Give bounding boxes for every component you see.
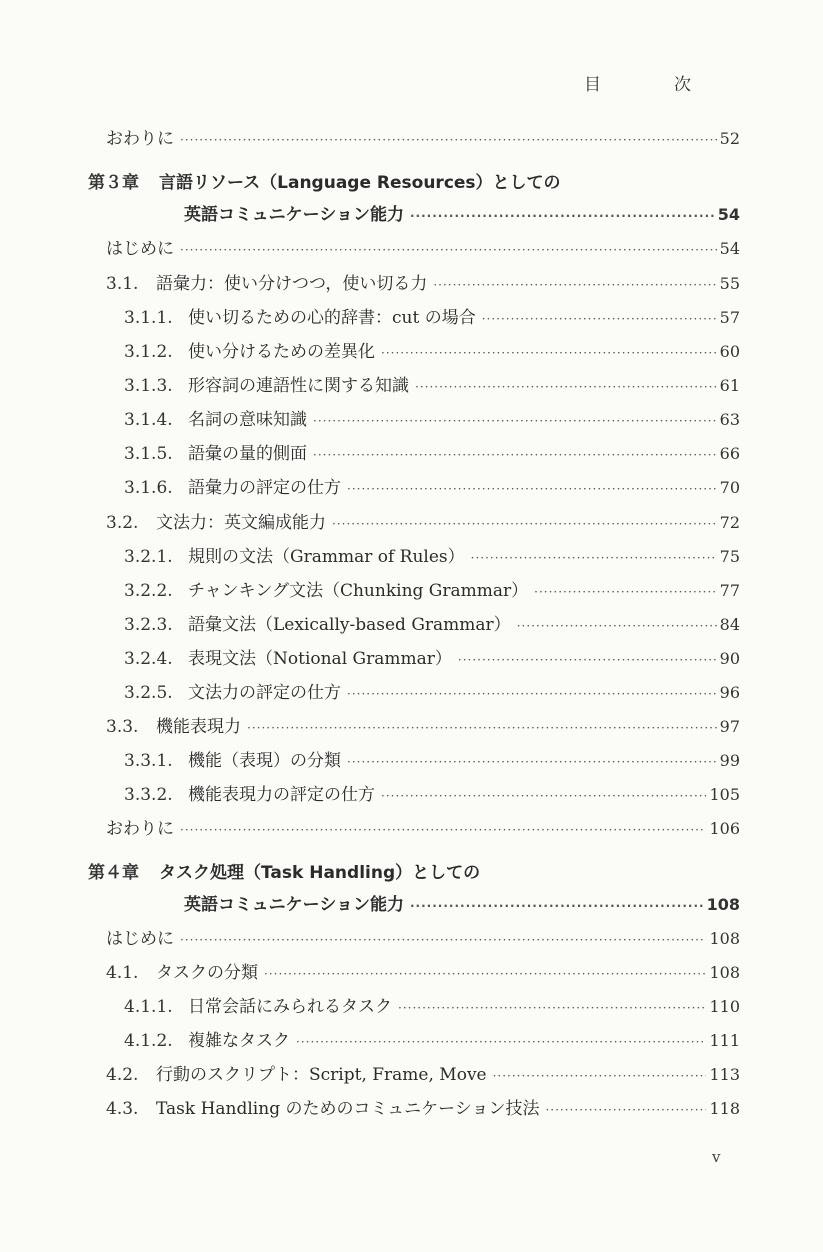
entry-title: 規則の文法（Grammar of Rules） [188,547,465,567]
entry-title: 文法力の評定の仕方 [188,683,341,703]
entry-title: 使い分けるための差異化 [188,342,375,362]
entry-title: はじめに [106,929,174,949]
section-number: 3.2.4. [124,649,173,669]
dot-leader [296,1032,706,1052]
chapter-title: 英語コミュニケーション能力 [184,895,404,915]
entry-title: はじめに [106,239,174,259]
toc-section-entry [0,1062,740,1086]
entry-title: 文法力：英文編成能力 [156,513,326,533]
entry-page-number: 118 [709,1099,740,1118]
entry-page-number: 57 [719,308,740,327]
dot-leader [410,896,704,916]
entry-title: 語彙力の評定の仕方 [188,478,341,498]
toc-subsection-entry [0,475,740,499]
section-number: 3.1.2. [124,342,173,362]
section-number: 3.2.3. [124,615,173,635]
dot-leader [534,582,716,602]
section-number: 3.1.3. [124,376,173,396]
chapter-number: 第４章 [88,863,139,883]
entry-title: 語彙力：使い分けつつ，使い切る力 [156,274,428,294]
section-number: 4.2. [106,1065,139,1085]
chapter-heading [0,170,823,194]
section-number: 3.3.1. [124,751,173,771]
section-number: 3.2. [106,513,139,533]
toc-subsection-entry [0,441,740,465]
dot-leader [347,752,717,772]
dot-leader [415,377,717,397]
entry-title: おわりに [106,819,174,839]
dot-leader [471,548,717,568]
chapter-number: 第３章 [88,173,139,193]
entry-page-number: 99 [719,751,740,770]
section-number: 3.1. [106,274,139,294]
dot-leader [180,240,717,260]
section-number: 4.1.2. [124,1031,173,1051]
section-number: 4.1.1. [124,997,173,1017]
chapter-title: 英語コミュニケーション能力 [184,205,404,225]
entry-page-number: 70 [719,478,740,497]
entry-title: 機能表現力の評定の仕方 [188,785,375,805]
toc-section-entry [0,714,740,738]
dot-leader [180,930,706,950]
toc-subsection-entry [0,339,740,363]
dot-leader [493,1066,707,1086]
toc-subsection-entry [0,748,740,772]
toc-entry [0,126,740,150]
toc-section-entry [0,960,740,984]
toc-subsection-entry [0,407,740,431]
entry-page-number: 61 [719,376,740,395]
section-number: 3.3. [106,717,139,737]
entry-title: 表現文法（Notional Grammar） [188,649,452,669]
dot-leader [332,514,717,534]
dot-leader [458,650,717,670]
dot-leader [264,964,706,984]
section-number: 4.3. [106,1099,139,1119]
toc-subsection-entry [0,544,740,568]
entry-title: 形容詞の連語性に関する知識 [188,376,409,396]
entry-page-number: 110 [709,997,740,1016]
dot-leader [381,343,717,363]
chapter-title: 言語リソース（Language Resources）としての [159,173,561,193]
toc-subsection-entry [0,782,740,806]
entry-page-number: 90 [719,649,740,668]
dot-leader [347,684,717,704]
chapter-heading-continued [0,202,740,226]
entry-page-number: 105 [709,785,740,804]
running-header: 目 次 [584,75,719,95]
section-number: 3.1.6. [124,478,173,498]
dot-leader [347,479,717,499]
chapter-heading-continued [0,892,740,916]
entry-page-number: 96 [719,683,740,702]
toc-subsection-entry [0,994,740,1018]
entry-page-number: 54 [717,205,740,224]
toc-subsection-entry [0,612,740,636]
dot-leader [180,820,706,840]
entry-page-number: 54 [719,239,740,258]
entry-title: チャンキング文法（Chunking Grammar） [188,581,529,601]
toc-section-entry [0,1096,740,1120]
toc-subsection-entry [0,578,740,602]
dot-leader [482,309,717,329]
toc-section-entry [0,510,740,534]
entry-page-number: 97 [719,717,740,736]
entry-title: 機能表現力 [156,717,241,737]
entry-page-number: 106 [709,819,740,838]
entry-title: おわりに [106,129,174,149]
chapter-title: タスク処理（Task Handling）としての [159,863,481,883]
entry-title: 機能（表現）の分類 [188,751,341,771]
dot-leader [313,445,717,465]
toc-subsection-entry [0,680,740,704]
section-number: 3.2.1. [124,547,173,567]
entry-title: 行動のスクリプト：Script, Frame, Move [156,1065,487,1085]
entry-page-number: 108 [709,963,740,982]
chapter-heading [0,860,823,884]
entry-page-number: 55 [719,274,740,293]
entry-title: Task Handling のためのコミュニケーション技法 [156,1099,540,1119]
entry-page-number: 111 [709,1031,740,1050]
entry-title: 名詞の意味知識 [188,410,307,430]
toc-section-entry [0,271,740,295]
dot-leader [433,275,716,295]
entry-page-number: 63 [719,410,740,429]
dot-leader [398,998,706,1018]
entry-title: 語彙文法（Lexically-based Grammar） [188,615,511,635]
section-number: 4.1. [106,963,139,983]
toc-entry [0,926,740,950]
entry-page-number: 66 [719,444,740,463]
entry-page-number: 60 [719,342,740,361]
entry-title: 語彙の量的側面 [188,444,307,464]
dot-leader [313,411,717,431]
dot-leader [381,786,706,806]
dot-leader [545,1100,706,1120]
dot-leader [410,206,715,226]
entry-page-number: 52 [719,129,740,148]
entry-page-number: 108 [709,929,740,948]
dot-leader [247,718,717,738]
toc-subsection-entry [0,373,740,397]
entry-page-number: 84 [719,615,740,634]
toc-subsection-entry [0,1028,740,1052]
entry-page-number: 113 [709,1065,740,1084]
dot-leader [180,130,717,150]
section-number: 3.1.1. [124,308,173,328]
entry-title: 使い切るための心的辞書：cut の場合 [188,308,476,328]
dot-leader [517,616,717,636]
toc-entry [0,236,740,260]
toc-entry [0,816,740,840]
section-number: 3.2.5. [124,683,173,703]
entry-title: 日常会話にみられるタスク [188,997,392,1017]
entry-page-number: 75 [719,547,740,566]
section-number: 3.2.2. [124,581,173,601]
section-number: 3.1.4. [124,410,173,430]
entry-title: タスクの分類 [156,963,258,983]
entry-page-number: 77 [719,581,740,600]
toc-subsection-entry [0,305,740,329]
page-number: v [712,1148,721,1166]
entry-title: 複雑なタスク [188,1031,290,1051]
toc-subsection-entry [0,646,740,670]
entry-page-number: 72 [719,513,740,532]
entry-page-number: 108 [706,895,740,914]
section-number: 3.1.5. [124,444,173,464]
section-number: 3.3.2. [124,785,173,805]
